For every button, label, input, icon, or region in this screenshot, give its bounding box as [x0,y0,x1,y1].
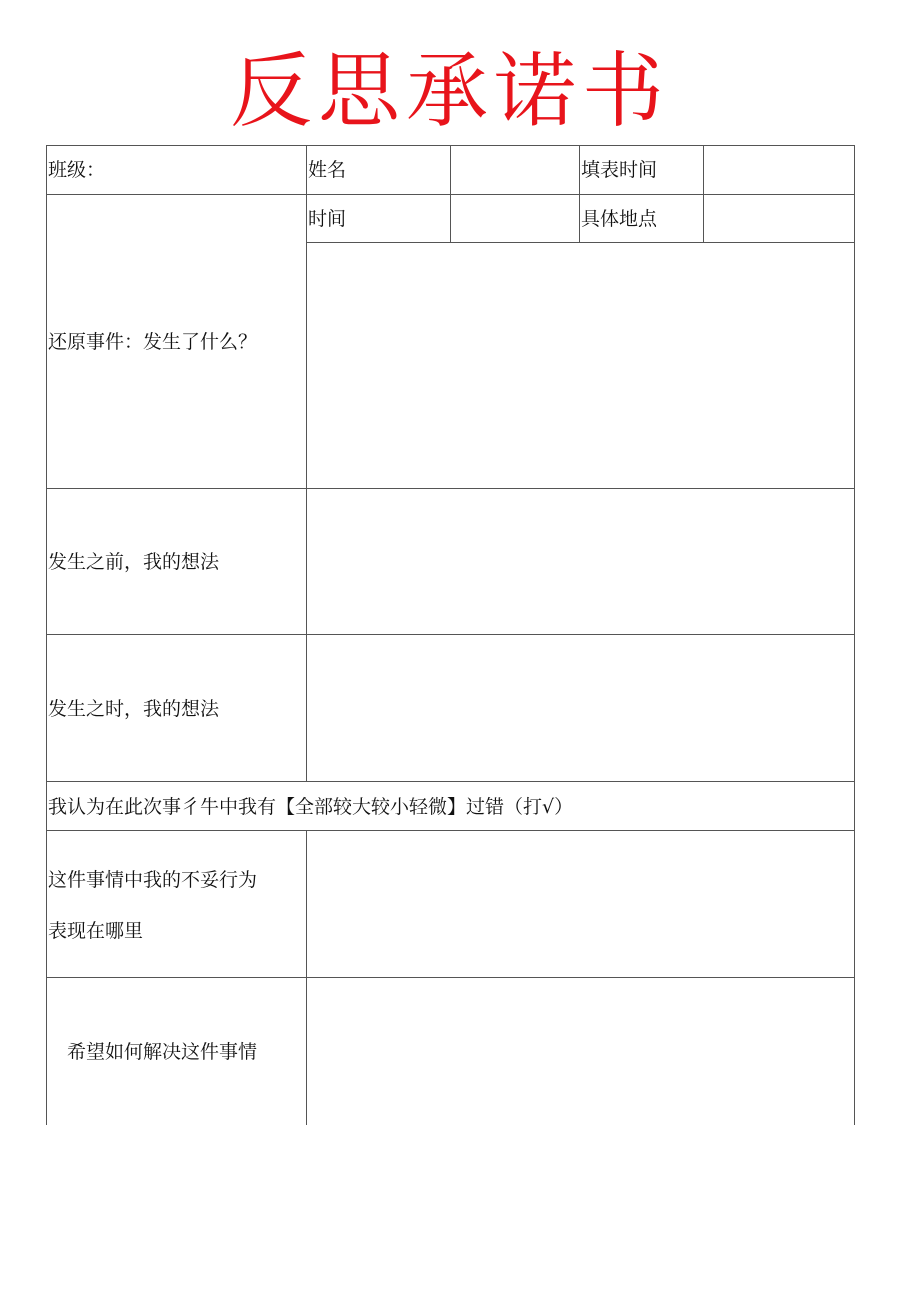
page-title: 反思承诺书 [229,44,670,139]
during-field[interactable] [307,635,853,780]
event-label: 还原事件：发生了什么？ [48,331,258,353]
table-line [854,145,855,1125]
fill-time-field[interactable] [704,146,853,193]
table-line [46,781,855,782]
table-line [46,145,47,1125]
during-label: 发生之时，我的想法 [48,698,220,720]
solution-field[interactable] [307,978,853,1125]
location-label: 具体地点 [581,208,658,230]
before-field[interactable] [307,489,853,633]
before-label: 发生之前，我的想法 [48,551,220,573]
solution-label: 希望如何解决这件事情 [67,1041,258,1063]
event-field[interactable] [307,243,853,487]
name-label: 姓名 [308,159,347,181]
time-field[interactable] [451,195,578,242]
time-label: 时间 [308,208,347,230]
name-field[interactable] [451,146,578,193]
improper-label-line2: 表现在哪里 [48,920,144,942]
fill-time-label: 填表时间 [581,159,658,181]
table-line [579,145,580,243]
improper-field[interactable] [307,831,853,976]
improper-label-line1: 这件事情中我的不妥行为 [48,869,258,891]
class-label: 班级： [48,159,106,181]
fault-statement: 我认为在此次事彳牛中我有【全部较大较小轻微】过错（打√） [48,796,574,818]
location-field[interactable] [704,195,853,242]
